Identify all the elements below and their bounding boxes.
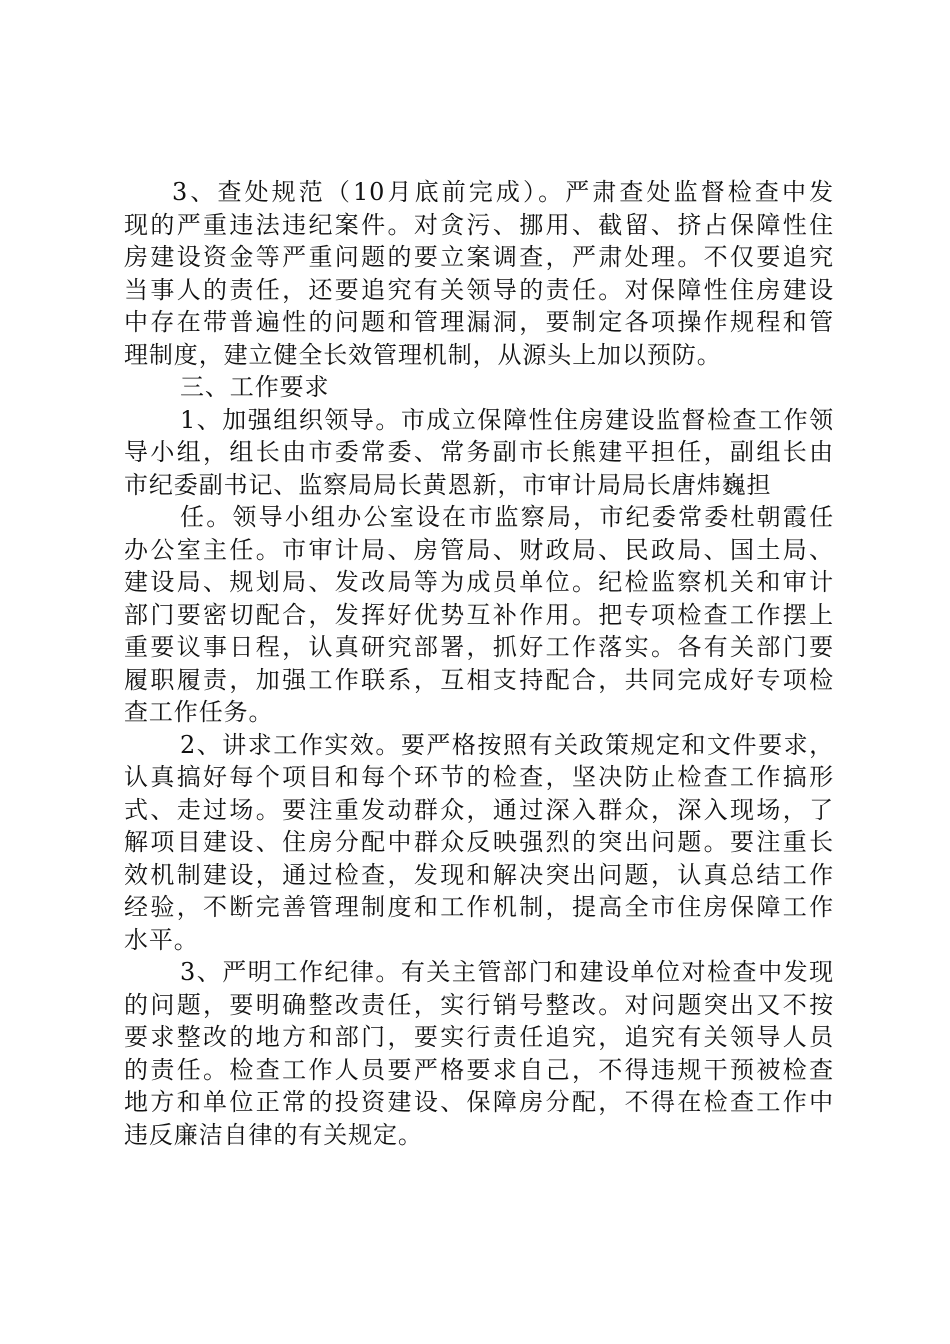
requirement-2-line-1: 2、讲求工作实效。要严格按照有关政策规定和文件要求， bbox=[180, 730, 834, 759]
requirement-1-line-5: 办公室主任。市审计局、房管局、财政局、民政局、国土局、 bbox=[124, 535, 834, 564]
section-heading: 三、工作要求 bbox=[180, 373, 330, 401]
requirement-3-line-6: 违反廉洁自律的有关规定。 bbox=[124, 1120, 423, 1149]
requirement-3-line-3: 要求整改的地方和部门，要实行责任追究，追究有关领导人员 bbox=[124, 1023, 834, 1051]
requirement-2-line-6: 经验，不断完善管理制度和工作机制，提高全市住房保障工作 bbox=[124, 893, 834, 921]
requirement-3-line-1: 3、严明工作纪律。有关主管部门和建设单位对检查中发现 bbox=[180, 958, 834, 986]
paragraph-3-line-5: 中存在带普遍性的问题和管理漏洞，要制定各项操作规程和管 bbox=[124, 308, 834, 336]
requirement-1-line-6: 建设局、规划局、发改局等为成员单位。纪检监察机关和审计 bbox=[124, 568, 834, 596]
requirement-2-line-7: 水平。 bbox=[124, 925, 199, 954]
requirement-1-line-1: 1、加强组织领导。市成立保障性住房建设监督检查工作领 bbox=[180, 405, 834, 434]
requirement-1-line-4: 任。领导小组办公室设在市监察局，市纪委常委杜朝霞任 bbox=[180, 503, 834, 531]
requirement-2-line-5: 效机制建设，通过检查，发现和解决突出问题，认真总结工作 bbox=[124, 860, 834, 889]
requirement-2-line-4: 解项目建设、住房分配中群众反映强烈的突出问题。要注重长 bbox=[124, 828, 834, 856]
paragraph-3-line-4: 当事人的责任，还要追究有关领导的责任。对保障性住房建设 bbox=[124, 275, 834, 304]
requirement-1-line-9: 履职履责，加强工作联系，互相支持配合，共同完成好专项检 bbox=[124, 665, 834, 694]
paragraph-3-line-2: 现的严重违法违纪案件。对贪污、挪用、截留、挤占保障性住 bbox=[124, 210, 834, 239]
requirement-2-line-2: 认真搞好每个项目和每个环节的检查，坚决防止检查工作搞形 bbox=[124, 763, 834, 791]
paragraph-3-line-3: 房建设资金等严重问题的要立案调查，严肃处理。不仅要追究 bbox=[124, 243, 834, 271]
document-body bbox=[124, 176, 834, 1151]
requirement-1-line-2: 导小组，组长由市委常委、常务副市长熊建平担任，副组长由 bbox=[124, 438, 834, 466]
paragraph-3-line-1: 3、查处规范（10月底前完成）。严肃查处监督检查中发 bbox=[172, 178, 834, 206]
requirement-2-line-3: 式、走过场。要注重发动群众，通过深入群众，深入现场，了 bbox=[124, 795, 834, 824]
requirement-3-line-4: 的责任。检查工作人员要严格要求自己，不得违规干预被检查 bbox=[124, 1055, 834, 1084]
paragraph-3-line-6: 理制度，建立健全长效管理机制，从源头上加以预防。 bbox=[124, 340, 722, 369]
requirement-1-line-7: 部门要密切配合，发挥好优势互补作用。把专项检查工作摆上 bbox=[124, 600, 834, 629]
requirement-1-line-10: 查工作任务。 bbox=[124, 698, 274, 726]
requirement-1-line-3: 市纪委副书记、监察局局长黄恩新，市审计局局长唐炜巍担 bbox=[124, 470, 772, 499]
requirement-1-line-8: 重要议事日程，认真研究部署，抓好工作落实。各有关部门要 bbox=[124, 633, 834, 661]
requirement-3-line-2: 的问题，要明确整改责任，实行销号整改。对问题突出又不按 bbox=[124, 990, 834, 1019]
requirement-3-line-5: 地方和单位正常的投资建设、保障房分配，不得在检查工作中 bbox=[124, 1088, 834, 1116]
